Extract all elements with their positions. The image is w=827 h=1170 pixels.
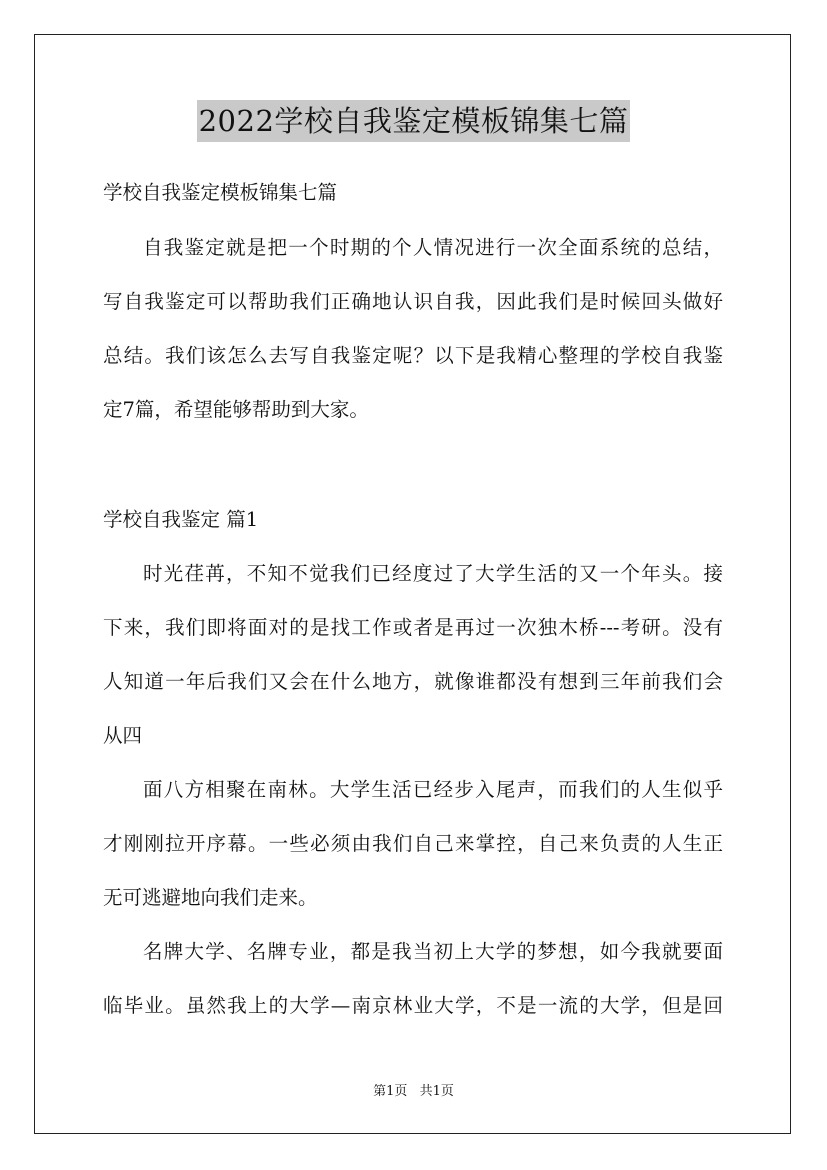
paragraph1-line-2: 下来，我们即将面对的是找工作或者是再过一次独木桥---考研。没有 bbox=[103, 616, 723, 639]
paragraph2-line-2: 才刚刚拉开序幕。一些必须由我们自己来掌控，自己来负责的人生正 bbox=[103, 832, 723, 855]
intro-line-4: 定7篇，希望能够帮助到大家。 bbox=[103, 398, 369, 421]
intro-line-3: 总结。我们该怎么去写自我鉴定呢？以下是我精心整理的学校自我鉴 bbox=[103, 344, 723, 367]
paragraph2-line-3: 无可逃避地向我们走来。 bbox=[103, 886, 318, 909]
page-footer bbox=[0, 1084, 827, 1100]
page-number: 第1页 bbox=[373, 1084, 408, 1099]
intro-line-2: 写自我鉴定可以帮助我们正确地认识自我，因此我们是时候回头做好 bbox=[103, 290, 723, 313]
paragraph1-line-4: 从四 bbox=[103, 724, 143, 747]
title-container bbox=[0, 100, 827, 142]
section-heading: 学校自我鉴定 篇1 bbox=[103, 508, 259, 531]
paragraph2-line-1: 面八方相聚在南林。大学生活已经步入尾声，而我们的人生似乎 bbox=[143, 778, 723, 801]
paragraph3-line-2: 临毕业。虽然我上的大学—南京林业大学，不是一流的大学，但是回 bbox=[103, 994, 723, 1017]
document-title: 2022学校自我鉴定模板锦集七篇 bbox=[197, 100, 631, 142]
intro-line-1: 自我鉴定就是把一个时期的个人情况进行一次全面系统的总结， bbox=[143, 236, 723, 259]
page-total: 共1页 bbox=[419, 1084, 454, 1099]
paragraph3-line-1: 名牌大学、名牌专业，都是我当初上大学的梦想，如今我就要面 bbox=[143, 940, 723, 963]
paragraph1-line-1: 时光荏苒，不知不觉我们已经度过了大学生活的又一个年头。接 bbox=[143, 562, 723, 585]
paragraph1-line-3: 人知道一年后我们又会在什么地方，就像谁都没有想到三年前我们会 bbox=[103, 670, 723, 693]
document-subtitle: 学校自我鉴定模板锦集七篇 bbox=[103, 181, 338, 204]
